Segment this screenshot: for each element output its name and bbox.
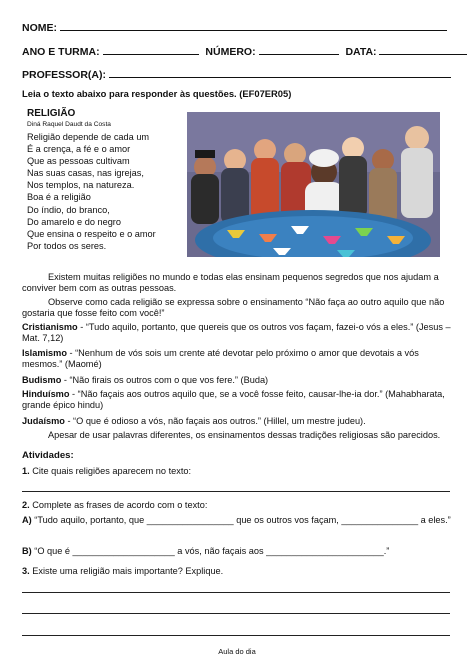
religion-name: Judaísmo (22, 416, 65, 426)
religion-name: Budismo (22, 375, 62, 385)
item-label: B) (22, 546, 32, 556)
religion-judaismo (22, 416, 452, 427)
question-3 (22, 566, 452, 577)
answer-line[interactable] (22, 491, 450, 492)
poem-line: Que as pessoas cultivam (27, 156, 130, 167)
poem-line: É a crença, a fé e o amor (27, 144, 131, 155)
question-number: 3. (22, 566, 30, 576)
poem-line: Do índio, do branco, (27, 204, 110, 215)
question-2a (22, 515, 452, 526)
religion-name: Cristianismo (22, 322, 78, 332)
nome-label: NOME: (22, 22, 57, 34)
numero-field[interactable] (259, 45, 339, 55)
poem-line: Do amarelo e do negro (27, 216, 121, 227)
paragraph-observe: Observe como cada religião se expressa sobre o ensinamento “Não faça ao outro aquilo que não gostaria que fosse feito com você!” (22, 297, 445, 318)
religion-quote: - “O que é odioso a vós, não façais aos outros.” (Hillel, um mestre judeu). (64, 416, 366, 426)
religion-budismo (22, 375, 452, 386)
item-label: A) (22, 515, 32, 525)
answer-line[interactable] (22, 592, 450, 593)
question-text: Existe uma religião mais importante? Explique. (29, 566, 224, 576)
nome-field[interactable] (60, 21, 447, 31)
item-text[interactable]: “Tudo aquilo, portanto, que _________________ que os outros vos façam, _______________ a eles.” (31, 515, 451, 525)
professor-row (22, 68, 452, 81)
answer-line[interactable] (22, 635, 450, 636)
illustration-svg (187, 112, 440, 257)
religion-islamismo (22, 348, 452, 370)
paragraph-intro: Existem muitas religiões no mundo e todas elas ensinam pequenos segredos que nos ajudam a conviver bem com as outras pessoas. (22, 272, 439, 293)
ano-row (22, 45, 452, 58)
question-text: Cite quais religiões aparecem no texto: (29, 466, 192, 476)
poem-title: RELIGIÃO (27, 108, 76, 119)
religion-cristianismo (22, 322, 452, 344)
poem-line: Por todos os seres. (27, 240, 107, 251)
item-text[interactable]: “O que é ____________________ a vós, não façais aos _______________________.” (31, 546, 390, 556)
poem-line: Que ensina o respeito e o amor (27, 228, 156, 239)
activities-title: Atividades: (22, 450, 74, 461)
answer-line[interactable] (22, 613, 450, 614)
nome-row (22, 21, 452, 34)
question-2b (22, 546, 452, 557)
religion-quote: - “Não firais os outros com o que vos fere.” (Buda) (61, 375, 269, 385)
instruction: Leia o texto abaixo para responder às questões. (EF07ER05) (22, 88, 292, 99)
religion-quote: - “Não façais aos outros aquilo que, se a você fosse feito, causar-lhe-ia dor.” (Mahabharata, grande épico hindu) (22, 389, 445, 410)
professor-field[interactable] (109, 68, 451, 78)
ano-field[interactable] (103, 45, 199, 55)
question-2 (22, 500, 452, 511)
data-field[interactable] (379, 45, 467, 55)
question-number: 1. (22, 466, 30, 476)
religion-name: Hinduísmo (22, 389, 70, 399)
religion-quote: - “Nenhum de vós sois um crente até devotar pelo próximo o amor que devotais a vós mesmos.” (Maomé) (22, 348, 419, 369)
poem-line: Religião depende de cada um (27, 132, 150, 142)
religion-name: Islamismo (22, 348, 67, 358)
paragraph-conclusion: Apesar de usar palavras diferentes, os ensinamentos dessas tradições religiosas são parecidos. (48, 430, 441, 440)
question-number: 2. (22, 500, 30, 510)
religion-hinduismo (22, 389, 452, 411)
question-text: Complete as frases de acordo com o texto: (29, 500, 208, 510)
poem-line: Nos templos, na natureza. (27, 180, 135, 191)
professor-label: PROFESSOR(A): (22, 69, 106, 81)
footer-label: Aula do dia (218, 647, 256, 656)
poem-author: Diná Raquel Daudt da Costa (27, 121, 111, 128)
question-1 (22, 466, 452, 477)
numero-label: NÚMERO: (205, 46, 256, 58)
data-label: DATA: (345, 46, 377, 58)
poem-body (27, 131, 187, 252)
religion-quote: - “Tudo aquilo, portanto, que quereis que os outros vos façam, fazei-o vós a eles.” (Jesus – Mat. 7,12) (22, 322, 451, 343)
ano-label: ANO E TURMA: (22, 46, 100, 58)
poem-line: Boa é a religião (27, 192, 91, 203)
religions-illustration (187, 112, 440, 257)
poem-line: Nas suas casas, nas igrejas, (27, 168, 144, 179)
